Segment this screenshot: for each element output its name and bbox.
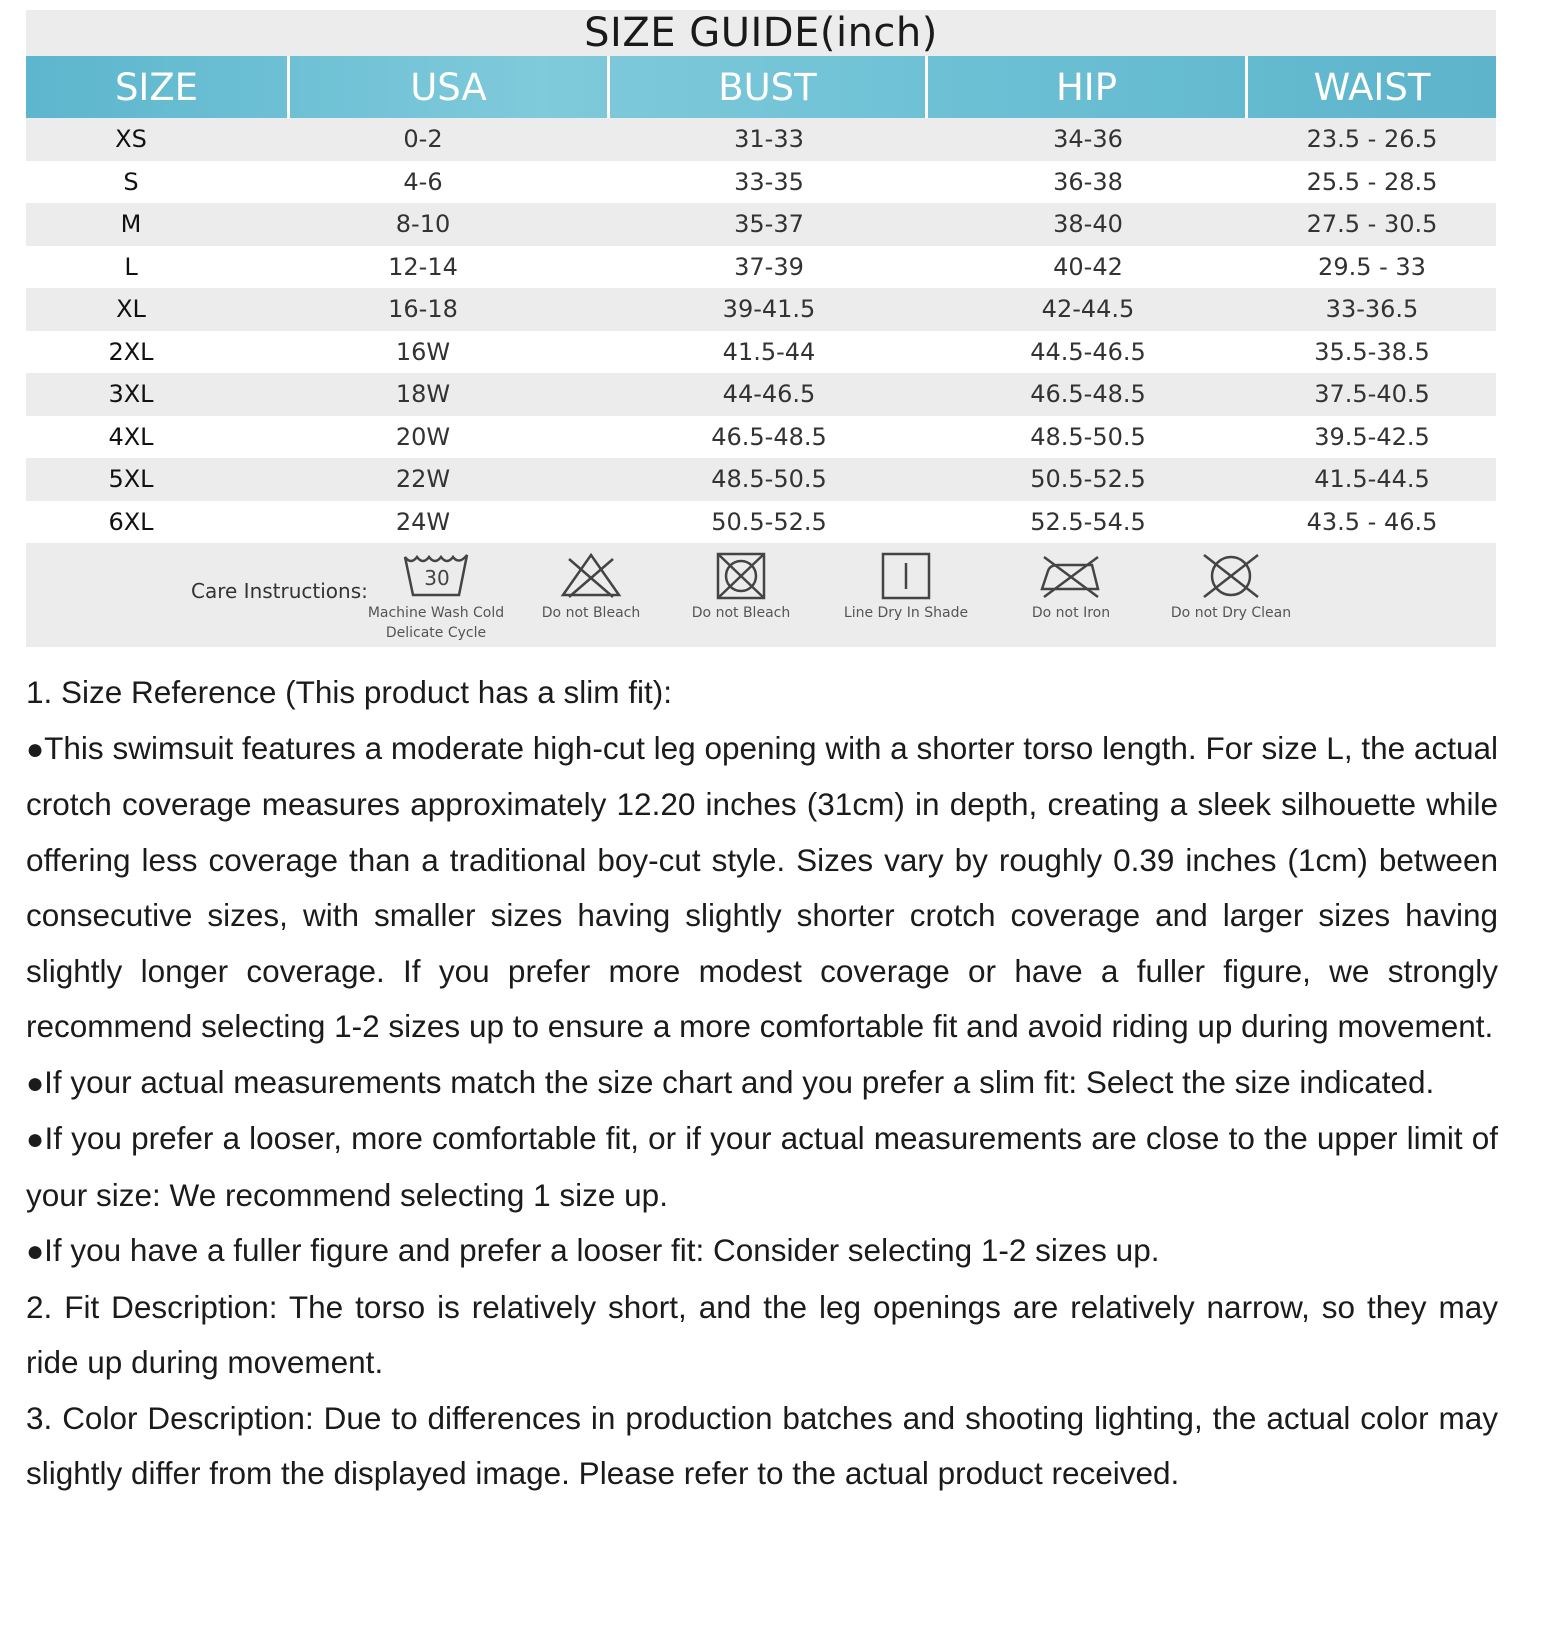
size-cell: S xyxy=(123,167,139,196)
size-cell: L xyxy=(124,252,138,281)
size-cell: XS xyxy=(115,125,147,154)
care-instructions xyxy=(26,543,1496,647)
hip-cell: 38-40 xyxy=(1053,210,1123,239)
usa-cell: 20W xyxy=(395,422,451,451)
care-item-bleach xyxy=(531,551,651,621)
hip-cell: 42-44.5 xyxy=(1041,295,1135,324)
bust-cell: 35-37 xyxy=(734,210,804,239)
care-item-wash xyxy=(366,551,506,641)
machine-wash-30-icon xyxy=(401,551,471,601)
usa-cell: 4-6 xyxy=(403,167,443,196)
usa-cell: 16-18 xyxy=(388,295,458,324)
hip-cell: 44.5-46.5 xyxy=(1030,337,1146,366)
waist-cell: 23.5 - 26.5 xyxy=(1306,125,1438,154)
do-not-iron-icon xyxy=(1036,551,1106,601)
usa-cell: 16W xyxy=(395,337,451,366)
note-paragraph xyxy=(26,1111,1498,1223)
table-row xyxy=(26,373,1496,416)
care-caption: Do not Dry Clean xyxy=(1170,605,1292,621)
bullet-icon: ● xyxy=(26,1066,45,1100)
waist-cell: 39.5-42.5 xyxy=(1314,422,1430,451)
bust-cell: 37-39 xyxy=(734,252,804,281)
bullet-icon: ● xyxy=(26,732,45,766)
note-text: This swimsuit features a moderate high-cut leg opening with a shorter torso length. For size L, the actual crotch coverage measures approximately 12.20 inches (31cm) in depth, creating a sleek silhouette while offering less coverage than a traditional boy-cut style. Sizes vary by roughly 0.39 inches (1cm) between consecutive sizes, with smaller sizes having slightly shorter crotch coverage and larger sizes having slightly longer coverage. If you prefer more modest coverage or have a fuller figure, we strongly recommend selecting 1-2 sizes up to ensure a more comfortable fit and avoid riding up during movement. xyxy=(26,729,1498,1044)
table-header xyxy=(26,56,1496,118)
care-instructions-label: Care Instructions: xyxy=(191,579,368,603)
note-text: If you prefer a looser, more comfortable fit, or if your actual measurements are close to the upper limit of your size: We recommend selecting 1 size up. xyxy=(26,1120,1499,1213)
care-item-iron xyxy=(1011,551,1131,621)
table-body xyxy=(26,118,1496,543)
size-cell: 2XL xyxy=(108,337,154,366)
header-waist: WAIST xyxy=(1313,65,1431,109)
table-row xyxy=(26,458,1496,501)
care-caption: Do not Iron xyxy=(1031,605,1111,621)
do-not-bleach-icon xyxy=(559,551,623,601)
usa-cell: 12-14 xyxy=(388,252,458,281)
waist-cell: 37.5-40.5 xyxy=(1314,380,1430,409)
usa-cell: 22W xyxy=(395,465,451,494)
table-row xyxy=(26,288,1496,331)
product-notes xyxy=(26,665,1498,1502)
bust-cell: 48.5-50.5 xyxy=(711,465,827,494)
hip-cell: 40-42 xyxy=(1053,252,1123,281)
note-paragraph xyxy=(26,721,1498,1055)
size-cell: M xyxy=(120,210,142,239)
note-paragraph xyxy=(26,1055,1498,1112)
bust-cell: 31-33 xyxy=(734,125,804,154)
header-size: SIZE xyxy=(26,56,290,118)
size-guide-title: SIZE GUIDE(inch) xyxy=(26,10,1496,56)
table-row xyxy=(26,501,1496,544)
do-not-tumble-dry-icon xyxy=(709,551,773,601)
care-caption: Machine Wash Cold xyxy=(367,605,505,621)
bust-cell: 39-41.5 xyxy=(722,295,816,324)
bust-cell: 33-35 xyxy=(734,167,804,196)
usa-cell: 24W xyxy=(395,507,451,536)
table-row xyxy=(26,161,1496,204)
table-row xyxy=(26,416,1496,459)
size-reference-heading: 1. Size Reference (This product has a slim fit): xyxy=(26,674,672,710)
usa-cell: 8-10 xyxy=(395,210,451,239)
svg-text:30: 30 xyxy=(424,566,450,590)
care-caption: Do not Bleach xyxy=(691,605,791,621)
usa-cell: 18W xyxy=(395,380,451,409)
color-description: 3. Color Description: Due to differences in production batches and shooting lighting, the actual color may slightly differ from the displayed image. Please refer to the actual product received. xyxy=(26,1399,1498,1491)
care-caption: Do not Bleach xyxy=(541,605,641,621)
waist-cell: 41.5-44.5 xyxy=(1314,465,1430,494)
size-cell: 6XL xyxy=(108,507,154,536)
hip-cell: 34-36 xyxy=(1053,125,1123,154)
hip-cell: 50.5-52.5 xyxy=(1030,465,1146,494)
header-bust: BUST xyxy=(610,56,928,118)
bust-cell: 46.5-48.5 xyxy=(711,422,827,451)
size-cell: 4XL xyxy=(108,422,154,451)
table-row xyxy=(26,246,1496,289)
waist-cell: 27.5 - 30.5 xyxy=(1306,210,1438,239)
care-item-line-dry xyxy=(836,551,976,621)
fit-description: 2. Fit Description: The torso is relatively short, and the leg openings are relatively narrow, so they may ride up during movement. xyxy=(26,1288,1498,1380)
waist-cell: 25.5 - 28.5 xyxy=(1306,167,1438,196)
line-dry-in-shade-icon xyxy=(874,551,938,601)
bust-cell: 44-46.5 xyxy=(722,380,816,409)
table-row xyxy=(26,203,1496,246)
hip-cell: 48.5-50.5 xyxy=(1030,422,1146,451)
care-item-dry-clean xyxy=(1156,551,1306,621)
bullet-icon: ● xyxy=(26,1123,45,1156)
care-caption: Delicate Cycle xyxy=(385,625,487,641)
table-row xyxy=(26,331,1496,374)
hip-cell: 46.5-48.5 xyxy=(1030,380,1146,409)
waist-cell: 33-36.5 xyxy=(1325,295,1419,324)
table-row xyxy=(26,118,1496,161)
header-usa: USA xyxy=(290,56,610,118)
bullet-icon: ● xyxy=(26,1235,45,1268)
usa-cell: 0-2 xyxy=(403,125,443,154)
do-not-dry-clean-icon xyxy=(1196,551,1266,601)
header-hip: HIP xyxy=(928,56,1248,118)
note-text: If your actual measurements match the size chart and you prefer a slim fit: Select the size indicated. xyxy=(44,1063,1435,1100)
hip-cell: 52.5-54.5 xyxy=(1030,507,1146,536)
care-caption: Line Dry In Shade xyxy=(843,605,969,621)
waist-cell: 43.5 - 46.5 xyxy=(1306,507,1438,536)
bust-cell: 41.5-44 xyxy=(722,337,816,366)
note-text: If you have a fuller figure and prefer a looser fit: Consider selecting 1-2 sizes up. xyxy=(44,1232,1160,1268)
size-cell: XL xyxy=(116,295,146,324)
size-cell: 3XL xyxy=(108,380,154,409)
size-cell: 5XL xyxy=(108,465,154,494)
bust-cell: 50.5-52.5 xyxy=(711,507,827,536)
waist-cell: 29.5 - 33 xyxy=(1318,252,1426,281)
note-paragraph xyxy=(26,1223,1498,1280)
waist-cell: 35.5-38.5 xyxy=(1314,337,1430,366)
hip-cell: 36-38 xyxy=(1053,167,1123,196)
care-item-tumble xyxy=(681,551,801,621)
size-guide xyxy=(26,10,1496,647)
